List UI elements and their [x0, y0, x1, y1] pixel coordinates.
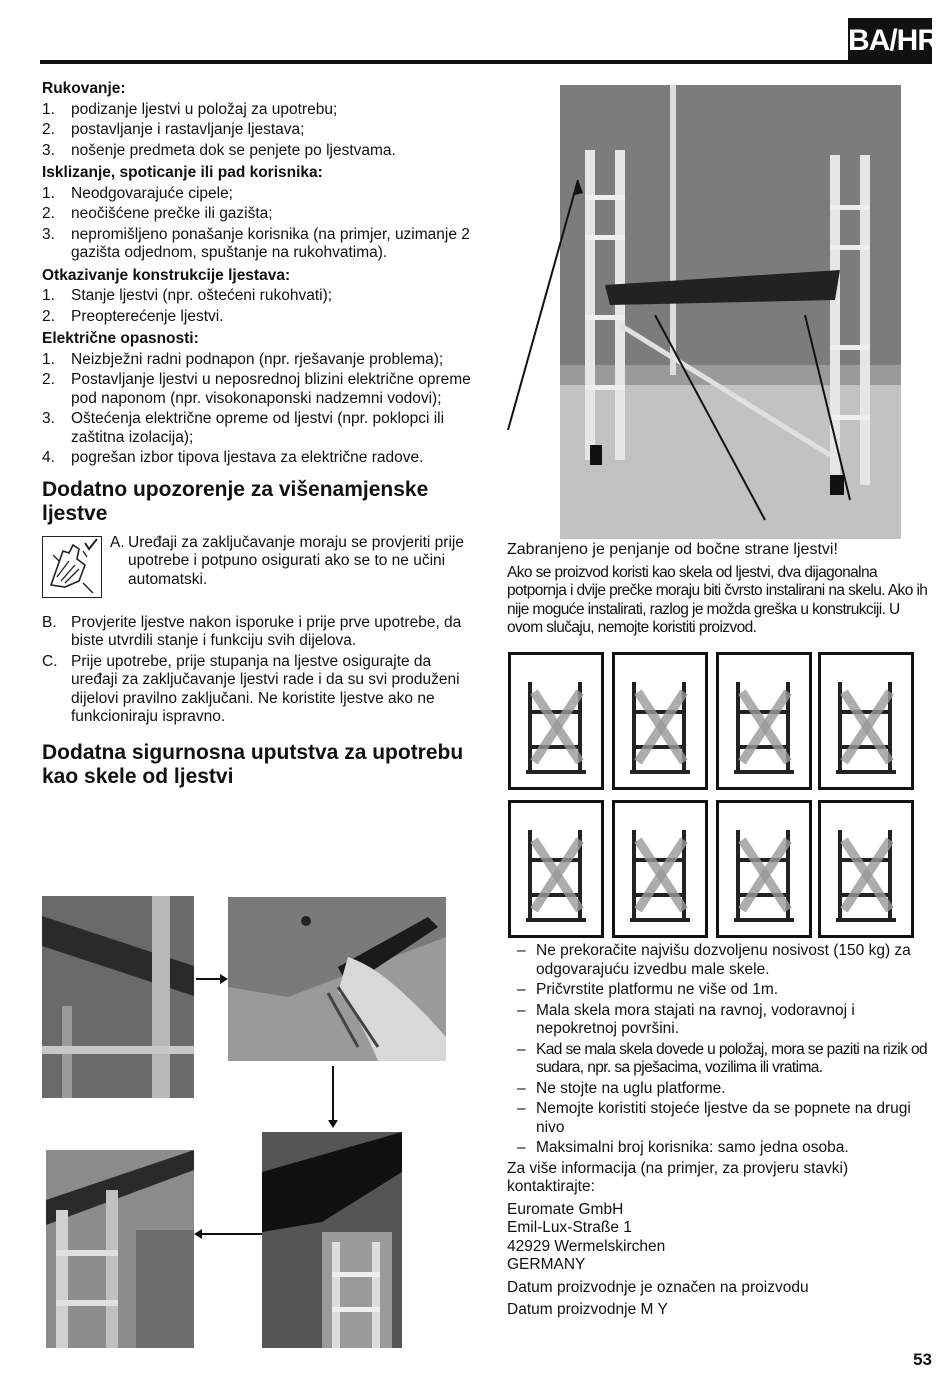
list-item: – Pričvrstite platformu ne više od 1m.: [507, 981, 932, 1000]
address-line: Emil-Lux-Straße 1: [507, 1219, 632, 1236]
section-title: Rukovanje:: [42, 80, 126, 97]
pictogram-drawing-1: [526, 682, 586, 772]
section-slipping: [42, 164, 472, 263]
address-line: 42929 Wermelskirchen: [507, 1237, 666, 1255]
list-item: 1. Stanje ljestvi (npr. oštećeni rukohvati);: [42, 287, 333, 304]
list-item: 3. Oštećenja električne opreme od ljestvi (npr. poklopci ili zaštitna izolacija);: [42, 410, 445, 446]
section-structure: [42, 267, 472, 327]
right-column: [507, 541, 932, 642]
list-item: – Nemojte koristiti stojeće ljestve da se popnete na drugi nivo: [507, 1100, 932, 1137]
arrow-down: [326, 1066, 340, 1133]
section-title: Električne opasnosti:: [42, 330, 199, 347]
section-title: Otkazivanje konstrukcije ljestava:: [42, 266, 291, 284]
list-item: – Kad se mala skela dovede u položaj, mora se paziti na rizik od sudara, npr. sa pješacima, vozilima ili vratima.: [507, 1041, 932, 1078]
list-item: 3. nošenje predmeta dok se penjete po ljestvama.: [42, 141, 396, 159]
pictogram-drawing-3: [734, 682, 794, 772]
photo-step-4: [262, 1132, 402, 1348]
pictogram-drawing-6: [630, 830, 690, 920]
section-handling: [42, 80, 472, 160]
list-item: 1. podizanje ljestvi u položaj za upotrebu;: [42, 100, 338, 118]
pictogram-drawing-2: [630, 682, 690, 772]
list-item: – Ne stojte na uglu platforme.: [507, 1080, 932, 1099]
list-item: 2. Preopterećenje ljestvi.: [42, 307, 224, 325]
photo-step-1: [42, 896, 194, 1098]
left-column: [42, 76, 472, 797]
read-manual-icon: [42, 536, 102, 598]
right-lower: [507, 942, 932, 1324]
prohibition-pictograms: [508, 652, 918, 938]
pictogram-drawing-7: [734, 830, 794, 920]
pictogram-drawing-4: [836, 682, 896, 772]
caption-side-climb: Zabranjeno je penjanje od bočne strane ljestvi!: [507, 541, 838, 558]
callout-lines: [505, 85, 905, 530]
photo-step-3: [46, 1150, 194, 1348]
list-item: – Mala skela mora stajati na ravnoj, vodoravnoj i nepokretnoj površini.: [507, 1002, 932, 1039]
list-item: 2. postavljanje i rastavljanje ljestava;: [42, 121, 305, 138]
list-item: 1. Neizbježni radni podnapon (npr. rješavanje problema);: [42, 350, 444, 368]
list-item: C. Prije upotrebe, prije stupanja na ljestve osigurajte da uređaji za zaključavanje ljestvi rade i da su svi produženi dijelovi pravilno zaključani. Ne koristite ljestve ako ne funkcioniraju ispravno.: [42, 652, 460, 725]
photo-step-2: [228, 897, 446, 1061]
address-line: GERMANY: [507, 1256, 586, 1273]
section-title: Isklizanje, spoticanje ili pad korisnika:: [42, 164, 323, 181]
list-item: 1. Neodgovarajuće cipele;: [42, 184, 233, 202]
arrow-right: [196, 972, 228, 991]
caption-braces: Ako se proizvod koristi kao skela od ljestvi, dva dijagonalna potpornja i dvije prečke moraju biti čvrsto instalirani na skelu. Ako ih nije moguće instalirati, razlog je možda greška u konstrukciji. U ovom slučaju, nemojte koristiti proizvod.: [507, 563, 928, 636]
page-number: 53: [913, 1350, 932, 1369]
arrow-left: [194, 1227, 264, 1246]
list-item: 4. pogrešan izbor tipova ljestava za električne radove.: [42, 449, 424, 466]
pictogram-drawing-8: [836, 830, 896, 920]
production-date-code: Datum proizvodnje M Y: [507, 1301, 668, 1318]
pictogram-drawing-5: [526, 830, 586, 920]
address-line: Euromate GmbH: [507, 1200, 624, 1218]
heading-multipurpose: Dodatno upozorenje za višenamjenske ljestve: [42, 477, 429, 525]
warning-item-a: A. Uređaji za zaključavanje moraju se provjeriti prije upotrebe i potpuno osigurati ako se to ne učini automatski.: [42, 534, 472, 606]
list-item: B. Provjerite ljestve nakon isporuke i prije prve upotrebe, da biste utvrdili stanje i funkciju svih dijelova.: [42, 613, 462, 649]
heading-scaffold-safety: Dodatna sigurnosna uputstva za upotrebu kao skele od ljestvi: [42, 740, 464, 788]
list-item: 3. nepromišljeno ponašanje korisnika (na primjer, uzimanje 2 gazišta odjednom, spuštanje na rukohvatima).: [42, 225, 470, 261]
section-electrical: [42, 330, 472, 468]
language-badge: BA/HR: [848, 18, 932, 62]
header-rule: [40, 60, 932, 64]
list-item: – Maksimalni broj korisnika: samo jedna osoba.: [507, 1139, 932, 1158]
list-item: 2. Postavljanje ljestvi u neposrednoj blizini električne opreme pod naponom (npr. visokonaponski nadzemni vodovi);: [42, 371, 471, 407]
production-date-note: Datum proizvodnje je označen na proizvodu: [507, 1278, 809, 1296]
address-block: [507, 1201, 932, 1275]
list-item: – Ne prekoračite najvišu dozvoljenu nosivost (150 kg) za odgovarajuću izvedbu male skele.: [507, 942, 932, 979]
contact-intro: Za više informacija (na primjer, za provjeru stavki) kontaktirajte:: [507, 1159, 849, 1195]
list-item: 2. neočišćene prečke ili gazišta;: [42, 205, 273, 222]
